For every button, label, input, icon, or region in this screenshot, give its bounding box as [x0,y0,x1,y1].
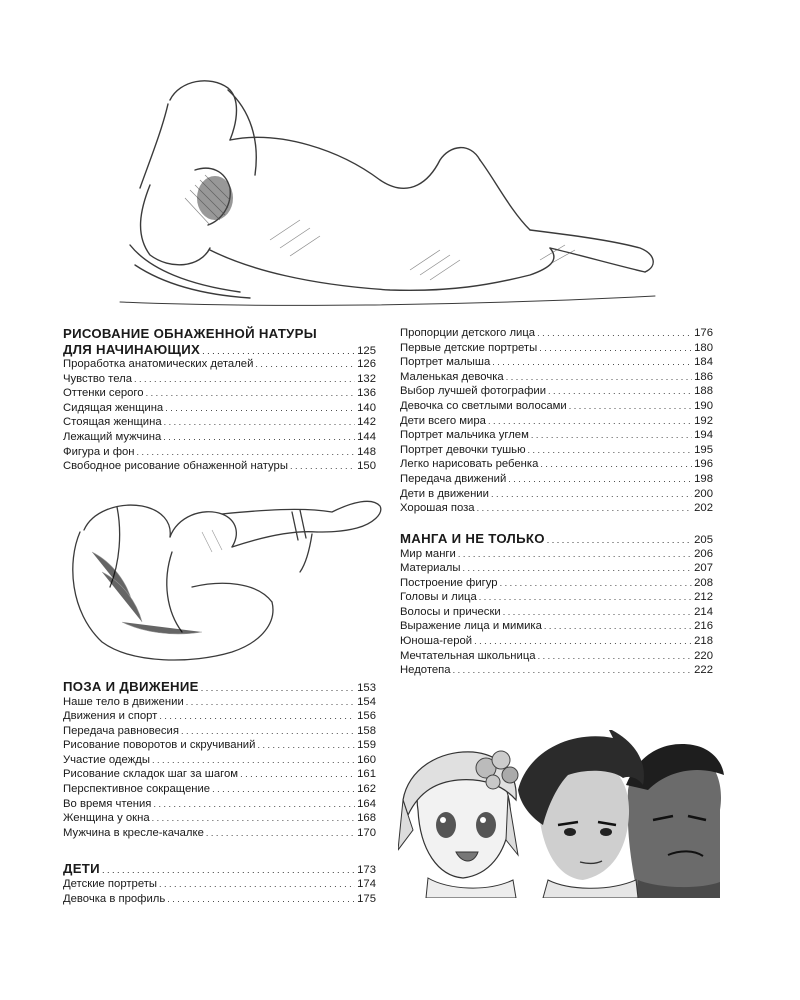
entry-title: Портрет девочки тушью [400,443,526,456]
toc-nude-entry[interactable] [63,415,376,430]
entry-page-number: 212 [694,591,713,604]
dot-leader [544,619,692,634]
section-heading-kids[interactable] [63,861,376,877]
entry-page-number: 186 [694,370,713,383]
section-heading-manga[interactable] [400,531,713,547]
entry-title: Наше тело в движении [63,695,184,708]
entry-page-number: 216 [694,620,713,633]
entry-page-number: 222 [694,664,713,677]
entry-title: Сидящая женщина [63,401,164,414]
entry-title: Рисование поворотов и скручиваний [63,739,256,752]
dot-leader [537,326,692,341]
toc-section-kids-continued [400,326,713,516]
dot-leader [463,561,693,576]
entry-title: Детские портреты [63,877,158,890]
section-title-manga: МАНГА И НЕ ТОЛЬКО [400,531,545,546]
entry-page-number: 156 [357,710,376,723]
entry-page-number: 126 [357,358,376,370]
entry-title: Стоящая женщина [63,416,162,429]
entry-page-number: 158 [357,724,376,737]
entry-page-number: 168 [357,812,376,825]
entry-title: Построение фигур [400,576,498,589]
entry-title: Выбор лучшей фотографии [400,385,547,398]
toc-pose-entry[interactable] [63,724,376,739]
dot-leader [506,370,692,385]
entry-title: Участие одежды [63,753,150,766]
entry-page-number: 192 [694,414,713,427]
toc-manga-entry[interactable] [400,649,713,664]
entry-page-number: 175 [357,892,376,905]
entry-title: Юноша-герой [400,635,473,648]
dot-leader [212,782,355,797]
entry-page-number: 198 [694,472,713,485]
dot-leader [257,738,355,753]
toc-kids-entry[interactable] [400,487,713,502]
toc-manga-entry[interactable] [400,634,713,649]
entry-page-number: 214 [694,605,713,618]
section-title-pose: ПОЗА И ДВИЖЕНИЕ [63,679,199,694]
entry-title: Девочка в профиль [63,892,166,905]
entry-page-number: 159 [357,739,376,752]
entry-title: Во время чтения [63,797,152,810]
entry-title: Дети в движении [400,487,489,500]
entry-page-number: 188 [694,385,713,398]
entry-title: Маленькая девочка [400,370,504,383]
dot-leader [165,401,355,416]
toc-pose-entry[interactable] [63,782,376,797]
entry-page-number: 206 [694,547,713,560]
entry-page-number: 148 [357,445,376,458]
toc-pose-entry[interactable] [63,826,376,841]
entry-page-number: 154 [357,695,376,708]
dot-leader [206,826,355,841]
entry-title: Мечтательная школьница [400,649,536,662]
entry-title: Волосы и прически [400,605,501,618]
section-title-kids: ДЕТИ [63,861,100,877]
dot-leader [548,384,692,399]
entry-title: Рисование складок шаг за шагом [63,768,239,781]
section-page-kids: 173 [357,864,376,877]
entry-title: Выражение лица и мимика [400,620,542,633]
dot-leader [477,501,693,516]
dot-leader [290,459,355,474]
toc-kids-entry[interactable] [63,892,376,907]
dot-leader [500,576,693,591]
entry-title: Чувство тела [63,372,133,385]
entry-page-number: 218 [694,635,713,648]
entry-title: Первые детские портреты [400,341,538,354]
entry-page-number: 196 [694,458,713,471]
dot-leader [164,415,355,430]
entry-page-number: 142 [357,416,376,429]
dot-leader [492,355,692,370]
entry-title: Недотепа [400,664,451,677]
dot-leader [569,399,692,414]
dot-leader [152,753,355,768]
toc-kids-entry[interactable] [400,399,713,414]
entry-page-number: 190 [694,399,713,412]
entry-title: Женщина у окна [63,812,150,825]
entry-page-number: 160 [357,753,376,766]
reclining-figure-illustration [110,70,670,315]
entry-page-number: 164 [357,797,376,810]
entry-title: Движения и спорт [63,710,158,723]
toc-manga-entry[interactable] [400,576,713,591]
dot-leader [539,341,692,356]
section-heading-nude[interactable] [63,342,376,358]
entry-page-number: 195 [694,443,713,456]
dot-leader [488,414,692,429]
dot-leader [453,663,693,678]
toc-kids-entry[interactable] [400,414,713,429]
dot-leader [540,457,692,472]
toc-pose-entry[interactable] [63,767,376,782]
manga-characters-illustration [398,730,728,898]
dot-leader [458,547,692,562]
section-page-nude: 125 [357,344,376,357]
dot-leader [146,386,356,401]
toc-pose-entry[interactable] [63,709,376,724]
dot-leader [159,877,355,892]
entry-title: Портрет мальчика углем [400,429,529,442]
toc-kids-entry[interactable] [400,355,713,370]
entry-title: Мир манги [400,547,456,560]
dot-leader [528,443,693,458]
entry-page-number: 184 [694,356,713,369]
entry-title: Проработка анатомических деталей [63,358,254,370]
entry-title: Оттенки серого [63,387,144,400]
toc-nude-entry[interactable] [63,401,376,416]
entry-page-number: 202 [694,502,713,515]
dot-leader [491,487,692,502]
entry-page-number: 220 [694,649,713,662]
entry-page-number: 150 [357,460,376,473]
entry-title: Фигура и фон [63,445,135,458]
entry-title: Хорошая поза [400,502,475,515]
toc-manga-entry[interactable] [400,561,713,576]
toc-manga-entry[interactable] [400,547,713,562]
entry-title: Головы и лица [400,591,477,604]
toc-kids-entry[interactable] [400,457,713,472]
entry-page-number: 207 [694,562,713,575]
toc-kids-entry[interactable] [400,501,713,516]
toc-section-manga [400,531,713,678]
toc-section-pose-and-kids [63,679,376,906]
section-page-pose: 153 [357,682,376,694]
toc-kids-entry[interactable] [400,443,713,458]
toc-pose-entry[interactable] [63,695,376,710]
toc-kids-entry[interactable] [400,384,713,399]
dot-leader [134,372,355,387]
toc-nude-entry[interactable] [63,445,376,460]
toc-nude-entry[interactable] [63,459,376,474]
toc-kids-entry[interactable] [63,877,376,892]
dot-leader [181,724,355,739]
dot-leader [503,605,692,620]
dot-leader [167,892,355,907]
toc-manga-entry[interactable] [400,590,713,605]
toc-section-nude [63,326,376,474]
toc-kids-entry[interactable] [400,326,713,341]
dot-leader [163,430,355,445]
toc-kids-entry[interactable] [400,370,713,385]
toc-kids-entry[interactable] [400,428,713,443]
dot-leader [137,445,356,460]
dot-leader [153,797,355,812]
toc-pose-entry[interactable] [63,797,376,812]
entry-title: Пропорции детского лица [400,327,536,339]
entry-page-number: 180 [694,341,713,354]
toc-pose-entry[interactable] [63,753,376,768]
entry-title: Портрет малыша [400,356,491,369]
dot-leader [538,649,693,664]
entry-page-number: 140 [357,401,376,414]
dot-leader [474,634,692,649]
entry-page-number: 161 [357,768,376,781]
toc-nude-entry[interactable] [63,386,376,401]
dot-leader [186,695,355,710]
entry-page-number: 136 [357,387,376,400]
toc-nude-entry[interactable] [63,430,376,445]
entry-title: Лежащий мужчина [63,430,162,443]
entry-page-number: 208 [694,576,713,589]
entry-title: Перспективное сокращение [63,783,211,796]
toc-kids-entry[interactable] [400,472,713,487]
entry-title: Легко нарисовать ребенка [400,458,539,471]
dot-leader [240,767,355,782]
toc-manga-entry[interactable] [400,663,713,678]
dot-leader [255,357,355,372]
section-page-manga: 205 [694,534,713,546]
entry-title: Дети всего мира [400,414,486,427]
entry-title: Мужчина в кресле-качалке [63,826,204,839]
toc-pose-entry[interactable] [63,738,376,753]
entry-page-number: 132 [357,372,376,385]
entry-page-number: 170 [357,826,376,839]
entry-title: Материалы [400,562,461,575]
dot-leader [152,811,356,826]
toc-pose-entry[interactable] [63,811,376,826]
entry-title: Передача равновесия [63,724,179,737]
entry-title: Передача движений [400,472,507,485]
toc-manga-entry[interactable] [400,605,713,620]
entry-page-number: 162 [357,783,376,796]
section-title-nude-line2: ДЛЯ НАЧИНАЮЩИХ [63,341,201,357]
entry-page-number: 200 [694,487,713,500]
dot-leader [508,472,692,487]
entry-title: Девочка со светлыми волосами [400,399,567,412]
curled-figure-illustration [62,492,387,667]
entry-page-number: 144 [357,430,376,443]
dot-leader [159,709,355,724]
toc-nude-entry[interactable] [63,372,376,387]
entry-page-number: 194 [694,429,713,442]
entry-title: Свободное рисование обнаженной натуры [63,460,288,473]
entry-page-number: 176 [694,327,713,339]
dot-leader [531,428,692,443]
toc-manga-entry[interactable] [400,619,713,634]
dot-leader [479,590,692,605]
section-heading-pose[interactable] [63,679,376,695]
section-title-nude-line1: РИСОВАНИЕ ОБНАЖЕННОЙ НАТУРЫ [63,326,317,341]
entry-page-number: 174 [357,877,376,890]
toc-nude-entry[interactable] [63,357,376,372]
toc-kids-entry[interactable] [400,341,713,356]
